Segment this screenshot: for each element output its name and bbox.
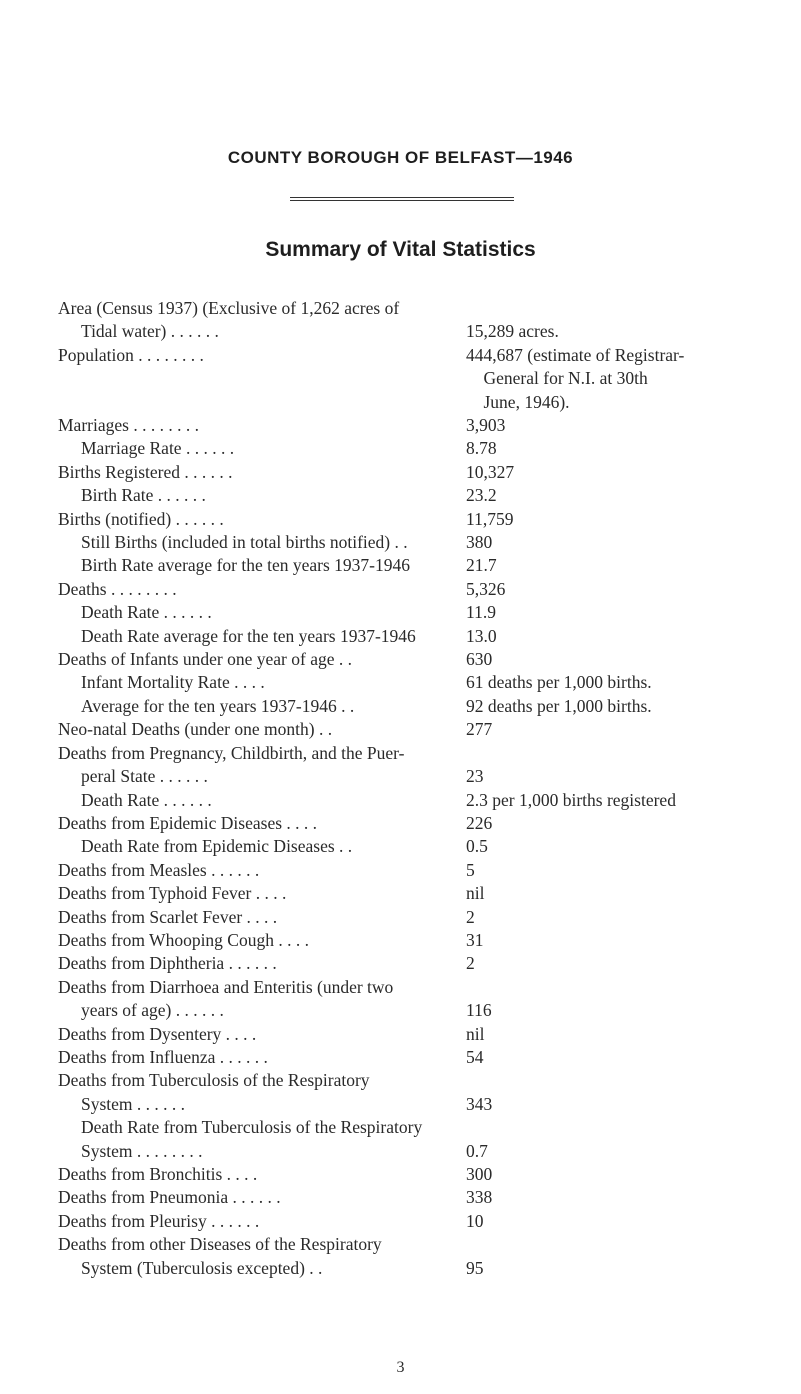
statistic-label-line: Deaths from Pregnancy, Childbirth, and the Puer-	[58, 742, 405, 763]
statistic-label-line: Death Rate from Epidemic Diseases . .	[81, 836, 353, 857]
statistic-row	[0, 437, 801, 460]
statistic-row	[0, 578, 801, 601]
statistic-row	[0, 601, 801, 624]
statistic-label-line: Average for the ten years 1937-1946 . .	[81, 695, 355, 716]
statistic-label	[58, 812, 456, 835]
statistic-label-line: years of age) . . . . . .	[81, 1000, 224, 1021]
statistic-value: 23	[466, 766, 484, 787]
statistic-label-line: Deaths from Diphtheria . . . . . .	[58, 953, 277, 974]
statistic-label	[58, 344, 456, 367]
statistic-label	[58, 906, 456, 929]
statistic-label	[58, 952, 456, 975]
header-rule	[290, 200, 514, 201]
statistic-value: 23.2	[466, 485, 497, 506]
statistic-value: 92 deaths per 1,000 births.	[466, 695, 652, 716]
statistic-row	[0, 789, 801, 812]
statistic-value: 13.0	[466, 625, 497, 646]
statistics-table	[0, 297, 801, 1280]
statistic-label-line: System (Tuberculosis excepted) . .	[81, 1257, 323, 1278]
statistic-label	[58, 1046, 456, 1069]
statistic-value: 343	[466, 1093, 493, 1114]
statistic-label-line: Birth Rate . . . . . .	[81, 485, 206, 506]
statistic-label	[58, 461, 456, 484]
statistic-label	[81, 625, 456, 648]
statistic-value: 15,289 acres.	[466, 321, 559, 342]
statistic-label	[58, 718, 456, 741]
statistic-value: 2	[466, 906, 475, 927]
statistic-value: 226	[466, 812, 493, 833]
statistic-value: nil	[466, 1023, 485, 1044]
statistic-row	[0, 344, 801, 414]
statistic-label-line: Population . . . . . . . .	[58, 344, 204, 365]
statistic-label	[58, 1023, 456, 1046]
statistic-label	[81, 554, 456, 577]
statistic-label-line: Deaths from Typhoid Fever . . . .	[58, 883, 287, 904]
statistic-label	[81, 789, 456, 812]
statistic-label-line: Deaths from Measles . . . . . .	[58, 859, 260, 880]
statistic-label-line: Death Rate . . . . . .	[81, 789, 212, 810]
statistic-label	[81, 601, 456, 624]
page-title: Summary of Vital Statistics	[265, 238, 536, 261]
statistic-value: 31	[466, 929, 484, 950]
statistic-value: 54	[466, 1046, 484, 1067]
statistic-value: 3,903	[466, 415, 506, 435]
statistic-label-line: Births Registered . . . . . .	[58, 461, 233, 482]
statistic-label-line: Deaths from Pleurisy . . . . . .	[58, 1210, 260, 1231]
statistic-label-line: peral State . . . . . .	[81, 766, 208, 787]
statistic-value: 61 deaths per 1,000 births.	[466, 672, 652, 693]
statistic-label-line: Deaths . . . . . . . .	[58, 578, 177, 599]
statistic-label	[58, 648, 456, 671]
statistic-row	[0, 976, 801, 1023]
statistic-label	[81, 437, 456, 460]
statistic-row	[0, 414, 801, 437]
statistic-label	[81, 1116, 456, 1163]
statistic-value: 5,326	[466, 578, 506, 599]
statistic-value: 2	[466, 953, 475, 974]
statistic-row	[0, 1163, 801, 1186]
statistic-label-line: Birth Rate average for the ten years 1937-1946	[81, 555, 410, 576]
statistic-row	[0, 906, 801, 929]
statistic-label-line: Deaths from Epidemic Diseases . . . .	[58, 812, 318, 833]
statistic-value: 5	[466, 859, 475, 880]
statistic-row	[0, 882, 801, 905]
statistic-row	[0, 1116, 801, 1163]
statistic-label-line: Deaths from Whooping Cough . . . .	[58, 929, 309, 950]
statistic-row	[0, 812, 801, 835]
statistic-label	[58, 1233, 456, 1280]
statistic-row	[0, 554, 801, 577]
statistic-value: nil	[466, 883, 485, 904]
statistic-row	[0, 929, 801, 952]
statistic-label-line: Marriages . . . . . . . .	[58, 415, 199, 435]
statistic-row	[0, 859, 801, 882]
statistic-label-line: Area (Census 1937) (Exclusive of 1,262 acres of	[58, 298, 400, 318]
statistic-label-line: Death Rate average for the ten years 1937-1946	[81, 625, 416, 646]
statistic-label-line: System . . . . . .	[81, 1093, 186, 1114]
statistic-label	[58, 508, 456, 531]
statistic-value: 8.78	[466, 438, 497, 459]
statistic-label-line: Deaths from Pneumonia . . . . . .	[58, 1187, 281, 1208]
statistic-label-line: Death Rate . . . . . .	[81, 602, 212, 623]
statistic-value: 116	[466, 1000, 492, 1021]
statistic-label-line: Deaths from Bronchitis . . . .	[58, 1164, 258, 1184]
statistic-label-line: Deaths of Infants under one year of age . .	[58, 649, 352, 670]
statistic-label	[58, 742, 456, 789]
statistic-label-line: Neo-natal Deaths (under one month) . .	[58, 719, 333, 740]
statistic-value: 338	[466, 1187, 493, 1208]
statistic-label	[81, 695, 456, 718]
statistic-label-line: Deaths from other Diseases of the Respiratory	[58, 1234, 382, 1255]
statistic-row	[0, 1233, 801, 1280]
statistic-row	[0, 1046, 801, 1069]
statistic-label	[81, 835, 456, 858]
statistic-label	[58, 859, 456, 882]
statistic-value: 277	[466, 719, 493, 740]
statistic-label-line: Deaths from Influenza . . . . . .	[58, 1046, 268, 1067]
statistic-value: 11.9	[466, 602, 496, 623]
statistic-label	[58, 578, 456, 601]
statistic-value: 11,759	[466, 508, 514, 529]
statistic-row	[0, 952, 801, 975]
statistic-label	[58, 1163, 456, 1186]
statistic-value: 444,687 (estimate of Registrar- General for N.I. at 30th June, 1946).	[466, 344, 685, 412]
statistic-value: 21.7	[466, 555, 497, 576]
statistic-value: 95	[466, 1257, 484, 1278]
statistic-label	[58, 297, 456, 344]
statistic-label-line: System . . . . . . . .	[81, 1140, 203, 1161]
statistic-row	[0, 484, 801, 507]
statistic-label	[81, 484, 456, 507]
statistic-row	[0, 625, 801, 648]
statistic-row	[0, 1186, 801, 1209]
statistic-label-line: Deaths from Dysentery . . . .	[58, 1023, 257, 1044]
statistic-label-line: Death Rate from Tuberculosis of the Respiratory	[81, 1117, 423, 1138]
header-rule	[290, 197, 514, 198]
statistic-label	[58, 1069, 456, 1116]
statistic-row	[0, 742, 801, 789]
statistic-row	[0, 1023, 801, 1046]
statistic-row	[0, 1069, 801, 1116]
statistic-row	[0, 695, 801, 718]
statistic-label	[58, 929, 456, 952]
statistic-row	[0, 671, 801, 694]
statistic-label	[58, 882, 456, 905]
statistic-row	[0, 508, 801, 531]
statistic-row	[0, 718, 801, 741]
statistic-label-line: Deaths from Diarrhoea and Enteritis (under two	[58, 976, 394, 997]
statistic-value: 10	[466, 1210, 484, 1231]
statistic-label-line: Marriage Rate . . . . . .	[81, 438, 235, 459]
page-number: 3	[396, 1359, 405, 1376]
statistic-row	[0, 461, 801, 484]
statistic-value: 300	[466, 1164, 493, 1184]
statistic-value: 0.5	[466, 836, 488, 857]
statistic-label	[58, 1210, 456, 1233]
statistic-row	[0, 648, 801, 671]
statistic-label	[81, 531, 456, 554]
statistic-row	[0, 1210, 801, 1233]
statistic-label-line: Still Births (included in total births notified) . .	[81, 532, 408, 553]
statistic-label	[58, 414, 456, 437]
statistic-value: 10,327	[466, 461, 515, 482]
statistic-row	[0, 835, 801, 858]
statistic-label	[81, 671, 456, 694]
statistic-label-line: Deaths from Tuberculosis of the Respiratory	[58, 1070, 370, 1091]
statistic-row	[0, 297, 801, 344]
statistic-value: 630	[466, 649, 493, 670]
statistic-label-line: Tidal water) . . . . . .	[81, 321, 219, 342]
statistic-row	[0, 531, 801, 554]
statistic-label	[58, 976, 456, 1023]
statistic-label-line: Births (notified) . . . . . .	[58, 508, 224, 529]
statistic-label-line: Deaths from Scarlet Fever . . . .	[58, 906, 278, 927]
statistic-label-line: Infant Mortality Rate . . . .	[81, 672, 265, 693]
statistic-value: 0.7	[466, 1140, 488, 1161]
statistic-value: 2.3 per 1,000 births registered	[466, 789, 676, 810]
statistic-label	[58, 1186, 456, 1209]
statistic-value: 380	[466, 532, 493, 553]
page-header: COUNTY BOROUGH OF BELFAST—1946	[227, 148, 574, 167]
